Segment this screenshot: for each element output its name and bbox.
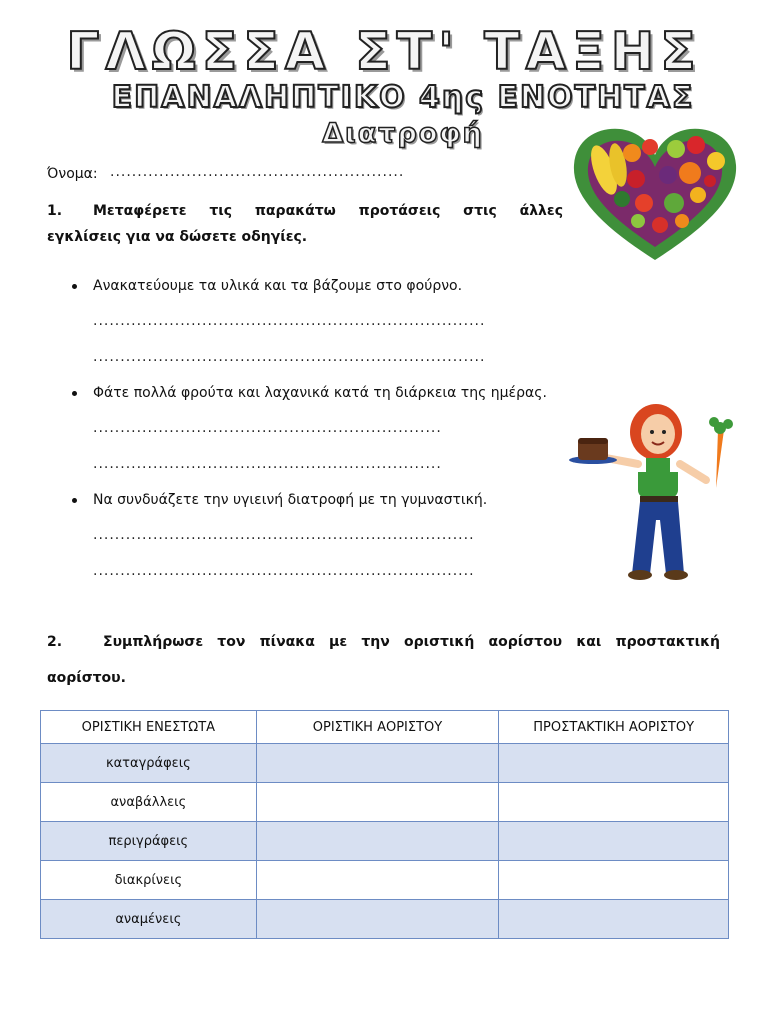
- worksheet-subtitle: ΕΠΑΝΑΛΗΠΤΙΚΟ 4ης ΕΝΟΤΗΤΑΣ: [111, 80, 695, 115]
- answer-line[interactable]: ................................................................: [93, 420, 442, 436]
- worksheet-title: ΓΛΩΣΣΑ ΣΤ' ΤΑΞΗΣ: [66, 22, 702, 82]
- exercise-1-sentence-2: Φάτε πολλά φρούτα και λαχανικά κατά τη διάρκεια της ημέρας.: [93, 385, 547, 401]
- present-verb-cell: περιγράφεις: [41, 822, 257, 861]
- present-verb-cell: διακρίνεις: [41, 861, 257, 900]
- aorist-indicative-cell[interactable]: [256, 744, 499, 783]
- present-verb-cell: αναβάλλεις: [41, 783, 257, 822]
- aorist-indicative-cell[interactable]: [256, 822, 499, 861]
- aorist-imperative-cell[interactable]: [499, 783, 729, 822]
- answer-line[interactable]: ......................................................................: [93, 563, 475, 579]
- exercise-1-sentence-1: Ανακατεύουμε τα υλικά και τα βάζουμε στο φούρνο.: [93, 278, 463, 294]
- verb-table: [40, 710, 729, 939]
- worksheet-topic: Διατροφή: [322, 118, 484, 149]
- table-row: [41, 822, 729, 861]
- aorist-imperative-cell[interactable]: [499, 744, 729, 783]
- name-label: Όνομα:: [47, 166, 98, 182]
- column-header: ΟΡΙΣΤΙΚΗ ΕΝΕΣΤΩΤΑ: [41, 711, 257, 744]
- exercise-1-instruction-line2: εγκλίσεις για να δώσετε οδηγίες.: [47, 229, 308, 245]
- exercise-1-sentence-3: Να συνδυάζετε την υγιεινή διατροφή με τη γυμναστική.: [93, 492, 488, 508]
- answer-line[interactable]: ................................................................: [93, 456, 442, 472]
- aorist-imperative-cell[interactable]: [499, 822, 729, 861]
- answer-line[interactable]: ........................................................................: [93, 349, 486, 365]
- fruit-heart-image: [570, 125, 740, 265]
- aorist-imperative-cell[interactable]: [499, 861, 729, 900]
- table-row: [41, 744, 729, 783]
- bullet-icon: [72, 284, 77, 289]
- exercise-2-instruction-line1: Συμπλήρωσε τον πίνακα με την οριστική αορίστου και προστακτική: [103, 634, 720, 650]
- answer-line[interactable]: ......................................................................: [93, 527, 475, 543]
- column-header: ΟΡΙΣΤΙΚΗ ΑΟΡΙΣΤΟΥ: [256, 711, 499, 744]
- present-verb-cell: αναμένεις: [41, 900, 257, 939]
- table-row: [41, 861, 729, 900]
- bullet-icon: [72, 498, 77, 503]
- name-fill-line[interactable]: ......................................................: [110, 164, 405, 180]
- exercise-1-number: 1.: [47, 203, 63, 219]
- girl-with-cake-image: [568, 402, 743, 582]
- exercise-2-instruction-line2: αορίστου.: [47, 670, 126, 686]
- aorist-indicative-cell[interactable]: [256, 861, 499, 900]
- aorist-imperative-cell[interactable]: [499, 900, 729, 939]
- answer-line[interactable]: ........................................................................: [93, 313, 486, 329]
- present-verb-cell: καταγράφεις: [41, 744, 257, 783]
- table-header-row: [41, 711, 729, 744]
- aorist-indicative-cell[interactable]: [256, 900, 499, 939]
- bullet-icon: [72, 391, 77, 396]
- aorist-indicative-cell[interactable]: [256, 783, 499, 822]
- column-header: ΠΡΟΣΤΑΚΤΙΚΗ ΑΟΡΙΣΤΟΥ: [499, 711, 729, 744]
- exercise-1-instruction-line1: Μεταφέρετε τις παρακάτω προτάσεις στις άλλες: [93, 203, 563, 219]
- exercise-2-number: 2.: [47, 634, 63, 650]
- table-row: [41, 900, 729, 939]
- table-row: [41, 783, 729, 822]
